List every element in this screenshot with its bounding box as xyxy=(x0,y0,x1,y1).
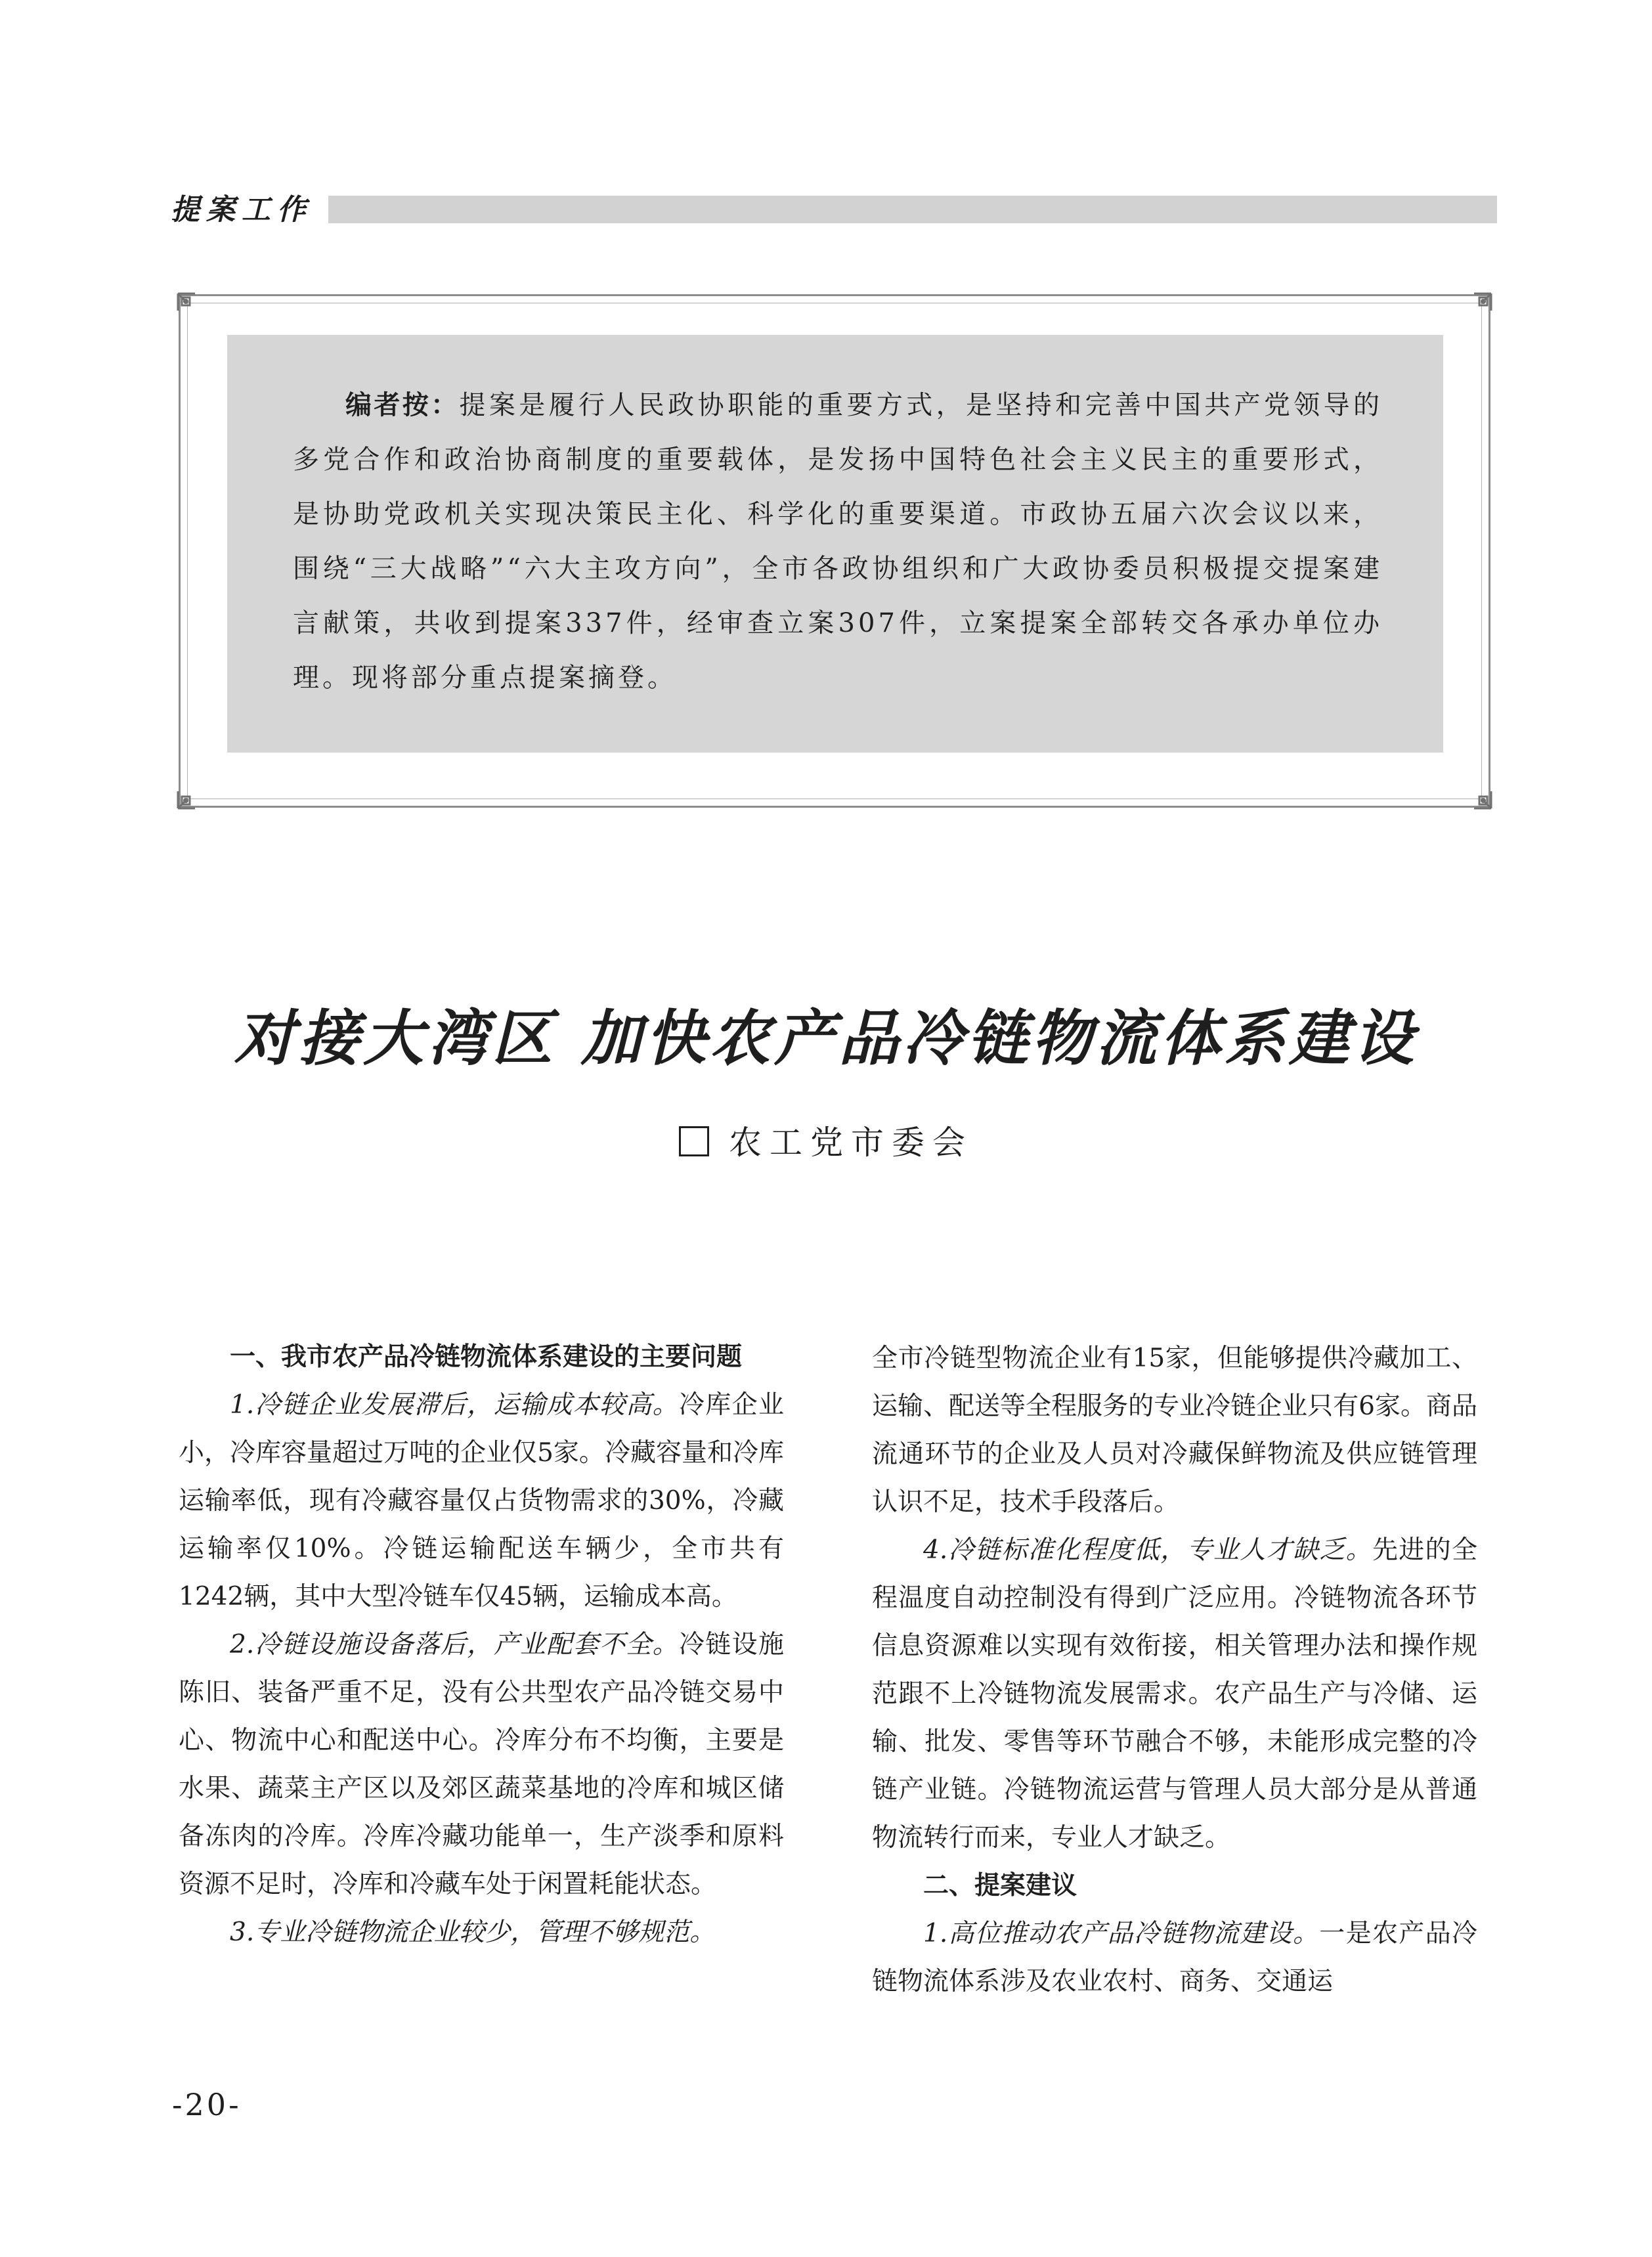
left-column xyxy=(179,1333,784,1956)
editor-note-box xyxy=(227,335,1443,753)
paragraph-body: 冷库企业小，冷库容量超过万吨的企业仅5家。冷藏容量和冷库运输率低，现有冷藏容量仅占货物需求的30%，冷藏运输率仅10%。冷链运输配送车辆少，全市共有1242辆，其中大型冷链车仅45辆，运输成本高。 xyxy=(179,1390,784,1611)
section-heading-1: 一、我市农产品冷链物流体系建设的主要问题 xyxy=(230,1342,743,1372)
section-header-bar xyxy=(328,196,1497,223)
paragraph-lead: 1.冷链企业发展滞后，运输成本较高。 xyxy=(230,1390,679,1420)
paragraph-body: 冷链设施陈旧、装备严重不足，没有公共型农产品冷链交易中心、物流中心和配送中心。冷库分布不均衡，主要是水果、蔬菜主产区以及郊区蔬菜基地的冷库和城区储备冻肉的冷库。冷库冷藏功能单一，生产淡季和原料资源不足时，冷库和冷藏车处于闲置耗能状态。 xyxy=(179,1630,784,1899)
paragraph-body: 先进的全程温度自动控制没有得到广泛应用。冷链物流各环节信息资源难以实现有效衔接，相关管理办法和操作规范跟不上冷链物流发展需求。农产品生产与冷储、运输、批发、零售等环节融合不够，未能形成完整的冷链产业链。冷链物流运营与管理人员大部分是从普通物流转行而来，专业人才缺乏。 xyxy=(872,1535,1477,1852)
paragraph-lead: 1.高位推动农产品冷链物流建设。 xyxy=(923,1919,1320,1948)
paragraph-body: 一是农产品冷链物流体系涉及农业农村、商务、交通运 xyxy=(872,1919,1477,1996)
corner-ornament-icon xyxy=(175,774,212,811)
right-column xyxy=(872,1334,1477,2005)
paragraph-lead: 3.专业冷链物流企业较少，管理不够规范。 xyxy=(230,1917,716,1947)
paragraph-3-continued: 全市冷链型物流企业有15家，但能够提供冷藏加工、运输、配送等全程服务的专业冷链企业只有6家。商品流通环节的企业及人员对冷藏保鲜物流及供应链管理认识不足，技术手段落后。 xyxy=(872,1344,1477,1517)
square-icon xyxy=(679,1126,709,1156)
editor-note-body: 提案是履行人民政协职能的重要方式，是坚持和完善中国共产党领导的多党合作和政治协商制度的重要载体，是发扬中国特色社会主义民主的重要形式，是协助党政机关实现决策民主化、科学化的重要渠道。市政协五届六次会议以来，围绕“三大战略”“六大主攻方向”，全市各政协组织和广大政协委员积极提交提案建言献策，共收到提案337件，经审查立案307件，立案提案全部转交各承办单位办理。现将部分重点提案摘登。 xyxy=(293,390,1383,693)
paragraph-1 xyxy=(179,1381,784,1621)
section-heading-2: 二、提案建议 xyxy=(923,1871,1077,1900)
article-author: 农工党市委会 xyxy=(729,1124,973,1162)
page-number: -20- xyxy=(172,2087,242,2122)
paragraph-2 xyxy=(179,1621,784,1908)
editor-note-lead: 编者按： xyxy=(345,390,460,420)
editor-note-text xyxy=(293,378,1383,705)
corner-ornament-icon xyxy=(1457,774,1494,811)
section-label: 提案工作 xyxy=(171,193,313,227)
paragraph-3 xyxy=(179,1908,784,1956)
paragraph-4 xyxy=(872,1526,1477,1862)
paragraph-lead: 2.冷链设施设备落后，产业配套不全。 xyxy=(230,1630,679,1659)
corner-ornament-icon xyxy=(1457,291,1494,328)
paragraph-lead: 4.冷链标准化程度低，专业人才缺乏。 xyxy=(923,1535,1372,1565)
paragraph-5 xyxy=(872,1910,1477,2005)
article-byline xyxy=(0,1116,1652,1164)
article-title: 对接大湾区 加快农产品冷链物流体系建设 xyxy=(234,1003,1418,1074)
corner-ornament-icon xyxy=(175,291,212,328)
section-header xyxy=(171,190,1497,230)
